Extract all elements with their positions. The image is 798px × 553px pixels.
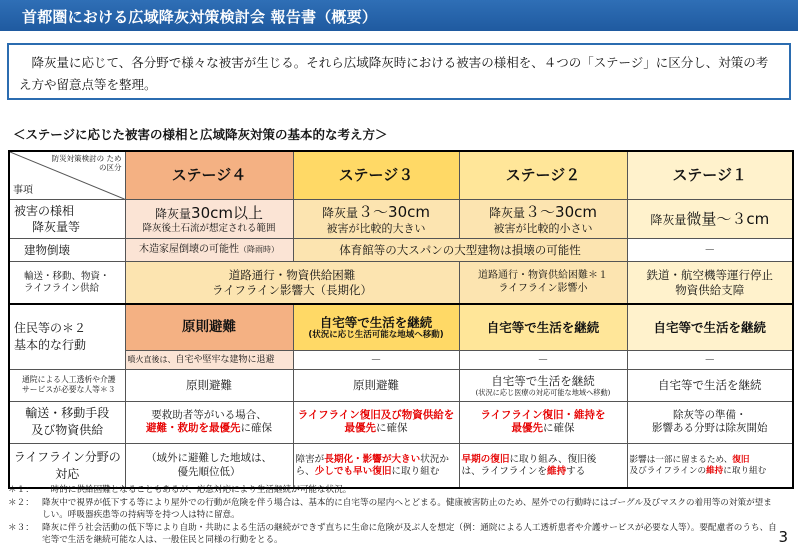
stage-3-care: 原則避難 (293, 370, 459, 402)
stage-2-care-main: 自宅等で生活を継続 (491, 373, 595, 388)
footnote-2-mark: ＊２： (8, 497, 34, 508)
stage-1-building: － (627, 239, 793, 262)
residents-label-line2: 基本的な行動 (14, 338, 87, 353)
corner-cell (9, 151, 125, 200)
stage-4-means-emphasis: 避難・救助を最優先 (146, 422, 241, 435)
residents-label-line1: 住民等の＊２ (14, 321, 87, 336)
page-title: 首都圏における広域降灰対策検討会 報告書（概要） (22, 8, 378, 26)
means-row (9, 401, 793, 443)
stage-3-lifeline-a2: 状況か (420, 453, 449, 465)
stage-2-transport-line1: 道路通行・物資供給困難＊１ (478, 270, 608, 282)
stage-2-means (459, 401, 627, 443)
stage-3-residents (293, 304, 459, 350)
residents-row (9, 304, 793, 350)
summary-text: 降灰量に応じて、各分野で様々な被害が生じる。それら広域降灰時における被害の様相を、４つの「ステージ」に区分し、対策の考え方や留意点等を整理。 (19, 55, 769, 92)
lifeline-label-line2: 対応 (55, 466, 80, 481)
footnote-1-mark: ＊１： (8, 485, 34, 495)
stage-4-building-text: 木造家屋倒壊の可能性 (139, 244, 239, 256)
stage-3-ashfall-prefix: 降灰量 (322, 205, 359, 220)
stage-4-ashfall (125, 200, 293, 239)
footnote-2 (8, 497, 778, 522)
stage-4-residents: 原則避難 (125, 304, 293, 350)
page-number: 3 (778, 528, 788, 546)
stage-2-means-emphasis2: 最優先 (511, 422, 543, 435)
stage-1-care: 自宅等で生活を継続 (627, 370, 793, 402)
stage-4-3-transport-line2: ライフライン影響大（長期化） (212, 282, 372, 297)
stage-3-ashfall (293, 200, 459, 239)
stage-4-3-transport (125, 262, 459, 304)
stage-4-ashfall-prefix: 降灰量 (155, 206, 192, 221)
stage-2-lifeline-a: に取り組み、復旧後 (509, 453, 597, 465)
transport-label-line2: ライフライン供給 (24, 282, 100, 294)
eruption-note-prefix: 噴火直後は、 (127, 354, 176, 364)
eruption-note-text: 自宅や堅牢な建物に退避 (175, 354, 275, 365)
stage-1-means-line1: 除灰等の準備・ (673, 409, 747, 422)
stage-1-ashfall-value: 微量～３cm (686, 209, 770, 228)
footnote-1 (8, 484, 778, 497)
care-label-line1: 通院による人工透析や介護 (22, 375, 116, 385)
stage-1-lifeline-emphasis1: 復旧 (732, 454, 750, 465)
stage-2-lifeline-b1: は、ライフラインを (461, 465, 547, 477)
stage-2-eruption-note: － (459, 351, 627, 370)
stage-1-means (627, 401, 793, 443)
stage-2-residents: 自宅等で生活を継続 (459, 304, 627, 350)
stage-3-lifeline-emphasis2: 少しでも早い復旧 (314, 465, 392, 477)
means-label-line2: 及び物資供給 (31, 423, 104, 438)
stage-1-ashfall-prefix: 降灰量 (650, 212, 687, 227)
footnote-3-text: 降灰に伴う社会活動の低下等により自助・共助による生活の継続ができず直ちに生命に危険が及ぶ人を想定（例：通院による人工透析患者や介護サービスが必要な人等）。要配慮者のうち、自宅等で生活を継続可能な人は、一般住民と同様の行動をとる。 (42, 522, 777, 545)
corner-bottom-label: 事項 (13, 184, 33, 196)
stage-4-ashfall-value: 30cm以上 (191, 203, 263, 222)
stage-2-ashfall (459, 200, 627, 239)
stage-4-lifeline-line1: （域外に避難した地域は、 (146, 452, 272, 465)
stage-table (8, 150, 794, 489)
stage-4-building (125, 239, 293, 262)
footnote-1-text: 一時的に供給困難となることもあるが、応急対応により生活継続が可能な状況。 (42, 485, 352, 495)
stage-3-2-building: 体育館等の大スパンの大型建物は損壊の可能性 (293, 239, 627, 262)
means-label-line1: 輸送・移動手段 (25, 406, 110, 421)
stage-3-residents-sub: (状況に応じ生活可能な地域へ移動) (308, 330, 444, 341)
stage-3-means (293, 401, 459, 443)
stage-3-residents-main: 自宅等で生活を継続 (319, 314, 433, 330)
stage-3-means-suffix: に確保 (376, 422, 408, 435)
stage-2-means-emphasis1: ライフライン復旧・維持を (480, 409, 606, 422)
stage-2-lifeline (459, 444, 627, 488)
stage-3-eruption-note: － (293, 351, 459, 370)
residents-label-cell (9, 304, 125, 369)
stage-1-transport-line1: 鉄道・航空機等運行停止 (646, 268, 773, 283)
care-label-line2: サービスが必要な人等＊３ (22, 385, 116, 395)
stage-4-building-note: （降雨時） (239, 245, 279, 255)
stage-4-lifeline (125, 444, 293, 488)
building-row (9, 239, 793, 262)
building-label: 建物倒壊 (9, 239, 125, 262)
stage-3-means-emphasis1: ライフライン復旧及び物資供給を (297, 409, 455, 422)
table-title: ＜ステージに応じた被害の様相と広域降灰対策の基本的な考え方＞ (13, 127, 388, 142)
stage-header-row (9, 151, 793, 200)
footnote-2-text: 降灰中で視界が低下する等により屋外での行動が危険を伴う場合は、基本的に自宅等の屋内へとどまる。健康被害防止のため、屋外での行動時にはゴーグル及びマスクの着用等の対策が望ましい。呼吸器疾患等の持病等を持つ人は特に留意。 (42, 497, 772, 520)
stage-1-means-line2: 影響ある分野は除灰開始 (652, 422, 768, 435)
stage-4-header: ステージ４ (125, 151, 293, 200)
footnotes (8, 484, 778, 547)
stage-3-lifeline-b2: に取り組む (391, 465, 440, 477)
damage-label-cell (9, 200, 125, 239)
stage-2-care-sub: (状況に応じ医療の対応可能な地域へ移動) (475, 388, 611, 398)
means-label-cell (9, 401, 125, 443)
stage-4-means (125, 401, 293, 443)
lifeline-label-line1: ライフライン分野の (13, 449, 121, 464)
stage-1-lifeline-b2: に取り組む (723, 465, 767, 476)
transport-row (9, 262, 793, 304)
lifeline-label-cell (9, 444, 125, 488)
stage-4-means-suffix: に確保 (240, 422, 272, 435)
stage-3-ashfall-note: 被害が比較的大きい (326, 221, 426, 235)
stage-4-lifeline-line2: 優先順位低） (177, 465, 241, 478)
stage-1-transport (627, 262, 793, 304)
stage-1-eruption-note: － (627, 351, 793, 370)
transport-label-line1: 輸送・移動、物資・ (24, 270, 110, 282)
stage-1-residents: 自宅等で生活を継続 (627, 304, 793, 350)
stage-3-lifeline (293, 444, 459, 488)
stage-3-header: ステージ３ (293, 151, 459, 200)
stage-2-header: ステージ２ (459, 151, 627, 200)
ashfall-label: 降灰量等 (32, 220, 81, 235)
footnote-3 (8, 522, 778, 547)
stage-1-transport-line2: 物資供給支障 (675, 282, 745, 297)
ashfall-row (9, 200, 793, 239)
stage-2-ashfall-value: ３～30cm (525, 202, 597, 221)
stage-1-ashfall (627, 200, 793, 239)
stage-4-ashfall-note: 降灰後土石流が想定される範囲 (142, 222, 276, 234)
stage-3-lifeline-emphasis1: 長期化・影響が大きい (324, 453, 421, 465)
stage-2-lifeline-emphasis2: 維持 (546, 465, 567, 477)
care-row (9, 370, 793, 402)
stage-2-transport (459, 262, 627, 304)
stage-1-lifeline (627, 444, 793, 488)
stage-2-ashfall-prefix: 降灰量 (489, 205, 526, 220)
lifeline-row (9, 444, 793, 488)
stage-3-lifeline-b1: ら、 (295, 465, 315, 477)
stage-2-ashfall-note: 被害が比較的小さい (493, 221, 593, 235)
stage-2-lifeline-emphasis1: 早期の復旧 (461, 453, 510, 465)
stage-2-care (459, 370, 627, 402)
stage-2-transport-line2: ライフライン影響小 (498, 282, 588, 294)
damage-label: 被害の様相 (14, 204, 75, 219)
stage-2-lifeline-b2: する (566, 465, 586, 477)
transport-label-cell (9, 262, 125, 304)
title-bar (0, 0, 798, 31)
stage-1-lifeline-a1: 影響は一部に留まるため、 (629, 454, 733, 465)
eruption-note-row (9, 351, 793, 370)
stage-4-means-line1: 要救助者等がいる場合、 (151, 409, 267, 422)
stage-3-means-emphasis2: 最優先 (344, 422, 376, 435)
stage-3-lifeline-a1: 障害が (295, 453, 325, 465)
summary-box (7, 43, 791, 100)
footnote-3-mark: ＊３： (8, 522, 34, 533)
stage-4-care: 原則避難 (125, 370, 293, 402)
stage-4-3-transport-line1: 道路通行・物資供給困難 (228, 268, 356, 283)
corner-top-label: 防災対策検討の ための区分 (51, 154, 122, 172)
stage-3-ashfall-value: ３～30cm (358, 202, 430, 221)
stage-1-lifeline-emphasis2: 維持 (706, 465, 724, 476)
care-label-cell (9, 370, 125, 402)
stage-1-header: ステージ１ (627, 151, 793, 200)
stage-1-lifeline-b1: 及びライフラインの (629, 465, 707, 476)
stage-4-eruption-note (125, 351, 293, 370)
stage-2-means-suffix: に確保 (543, 422, 575, 435)
